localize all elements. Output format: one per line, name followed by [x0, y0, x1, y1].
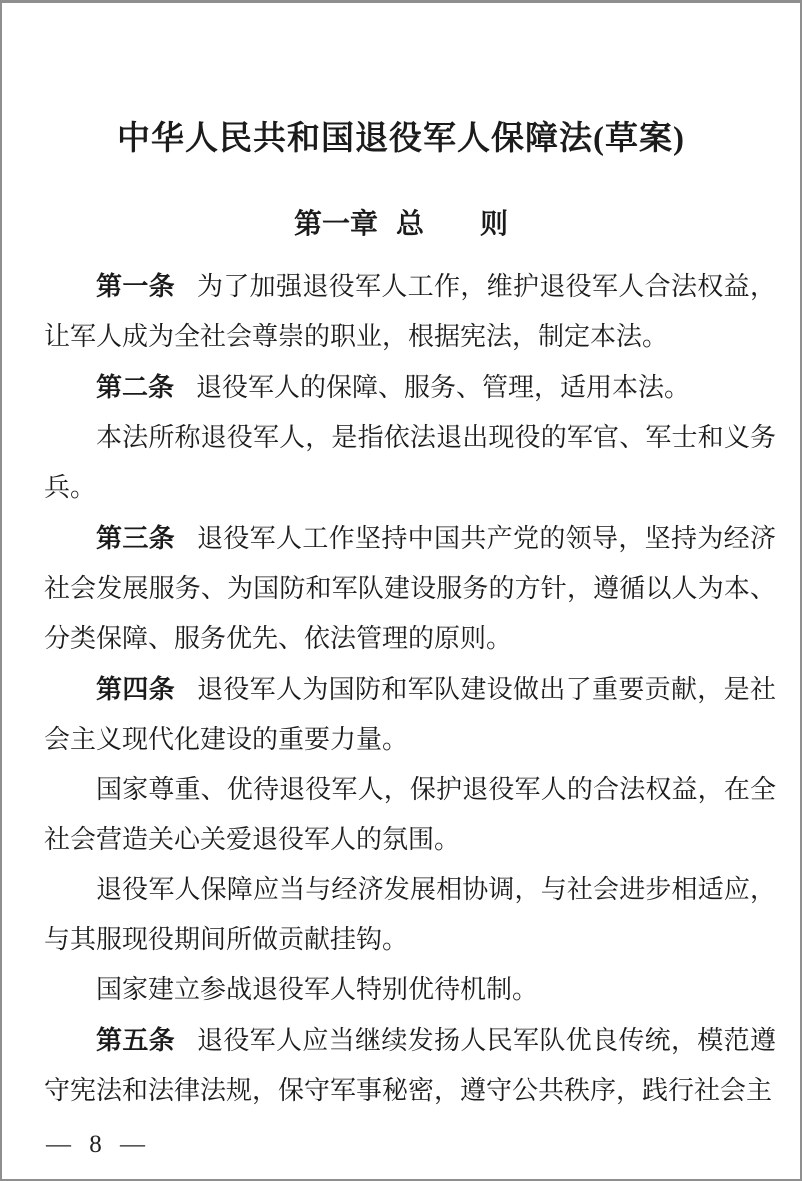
article-text: 国家尊重、优待退役军人，保护退役军人的合法权益，在全社会营造关心关爱退役军人的氛围。 [44, 775, 776, 854]
article-paragraph [44, 664, 776, 765]
article-paragraph [44, 362, 776, 413]
article-text: 退役军人保障应当与经济发展相协调，与社会进步相适应，与其服现役期间所做贡献挂钩。 [44, 875, 776, 954]
article-label: 第五条 [96, 1025, 175, 1055]
article-paragraph [44, 965, 776, 1015]
chapter-title: 总 则 [396, 209, 509, 240]
document-body [2, 261, 800, 1116]
article-paragraph [44, 413, 776, 513]
chapter-number: 第一章 [293, 209, 378, 240]
article-paragraph [44, 865, 776, 965]
article-paragraph [44, 765, 776, 865]
article-text: 国家建立参战退役军人特别优待机制。 [96, 975, 539, 1004]
article-label: 第三条 [96, 523, 175, 553]
article-paragraph [44, 1015, 776, 1116]
article-text: 为了加强退役军人工作，维护退役军人合法权益，让军人成为全社会尊崇的职业，根据宪法，制定本法。 [44, 272, 776, 351]
article-paragraph [44, 513, 776, 664]
article-text: 退役军人为国防和军队建设做出了重要贡献，是社会主义现代化建设的重要力量。 [44, 675, 776, 754]
article-label: 第二条 [96, 372, 175, 402]
article-label: 第四条 [96, 674, 175, 704]
article-text: 退役军人工作坚持中国共产党的领导，坚持为经济社会发展服务、为国防和军队建设服务的方针，遵循以人为本、分类保障、服务优先、依法管理的原则。 [44, 524, 776, 653]
article-text: 本法所称退役军人，是指依法退出现役的军官、军士和义务兵。 [44, 423, 776, 502]
page-number: — 8 — [46, 1131, 151, 1158]
article-label: 第一条 [96, 271, 175, 301]
article-text: 退役军人的保障、服务、管理，适用本法。 [196, 373, 691, 402]
document-title: 中华人民共和国退役军人保障法(草案) [117, 121, 685, 157]
article-text: 退役军人应当继续发扬人民军队优良传统，模范遵守宪法和法律法规，保守军事秘密，遵守公共秩序，践行社会主 [44, 1026, 776, 1105]
chapter-heading [2, 205, 800, 245]
article-paragraph [44, 261, 776, 362]
